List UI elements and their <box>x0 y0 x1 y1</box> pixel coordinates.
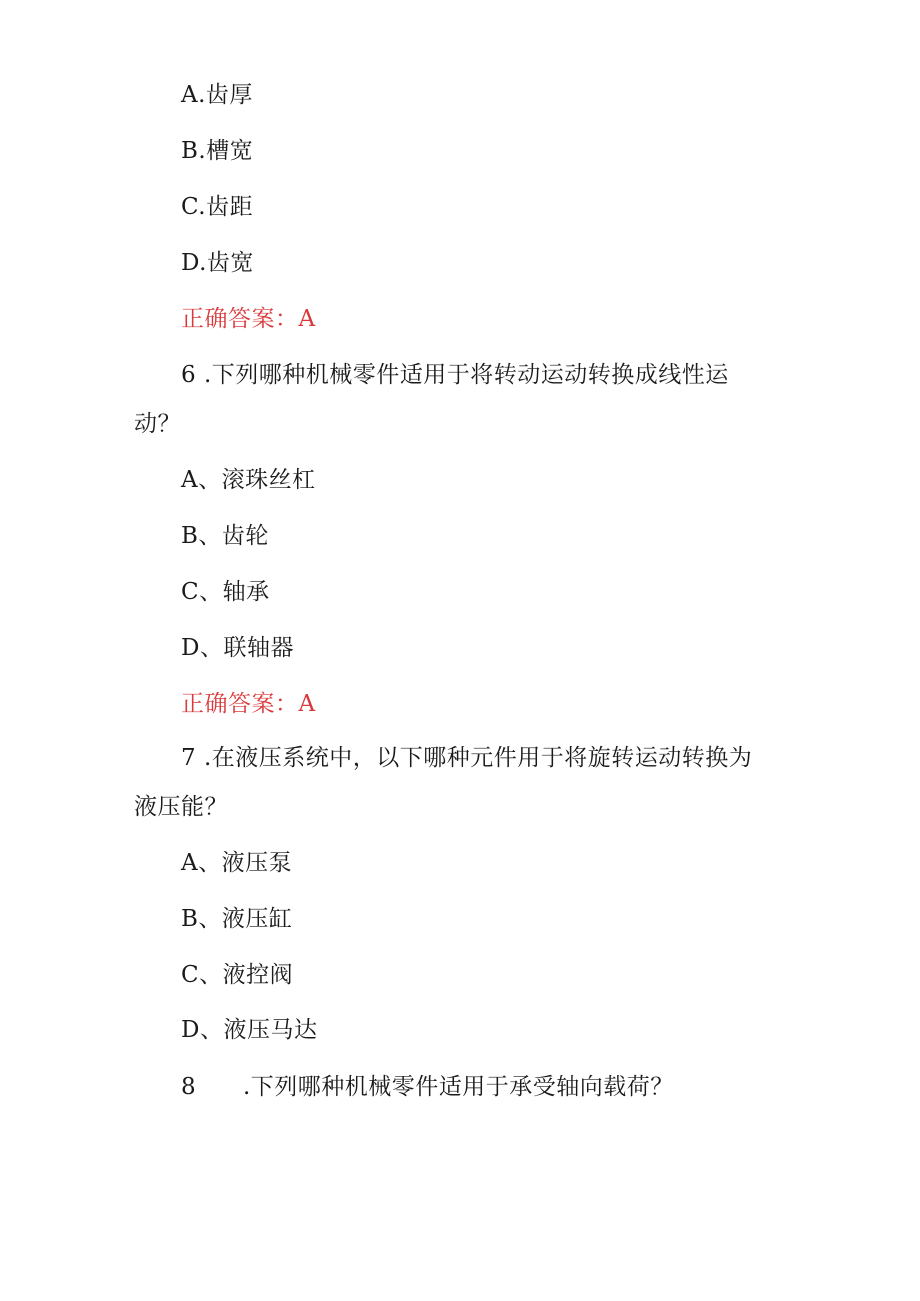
q6-text-line2: 动？ <box>134 411 181 437</box>
q6-text: .下列哪种机械零件适用于将转动运动转换成线性运 <box>196 362 729 388</box>
q6-number: 6 <box>181 362 197 388</box>
q7-option-b: B、液压缸 <box>181 906 293 932</box>
q7-text-line1 <box>181 743 752 773</box>
q6-text-line1 <box>181 360 729 390</box>
q6-option-b: B、齿轮 <box>181 523 269 549</box>
q7-number: 7 <box>181 745 197 771</box>
q5-option-d: D.齿宽 <box>181 250 254 276</box>
q5-option-a: A.齿厚 <box>181 82 253 108</box>
q6-option-c: C、轴承 <box>181 579 270 605</box>
q6-option-a: A、滚珠丝杠 <box>181 467 316 493</box>
q8-text: .下列哪种机械零件适用于承受轴向载荷？ <box>243 1074 674 1100</box>
q5-option-b: B.槽宽 <box>181 138 254 164</box>
q6-answer: 正确答案：A <box>181 691 316 717</box>
q7-option-c: C、液控阀 <box>181 962 294 988</box>
q7-text-line2: 液压能？ <box>134 794 228 820</box>
q5-answer: 正确答案：A <box>181 306 316 332</box>
q7-option-d: D、液压马达 <box>181 1017 318 1043</box>
q8-number: 8 <box>181 1074 197 1100</box>
q7-text: .在液压系统中，以下哪种元件用于将旋转运动转换为 <box>196 745 753 771</box>
q6-option-d: D、联轴器 <box>181 635 294 661</box>
q7-option-a: A、液压泵 <box>181 850 293 876</box>
q8-text-line1 <box>181 1072 674 1102</box>
q5-option-c: C.齿距 <box>181 194 254 220</box>
